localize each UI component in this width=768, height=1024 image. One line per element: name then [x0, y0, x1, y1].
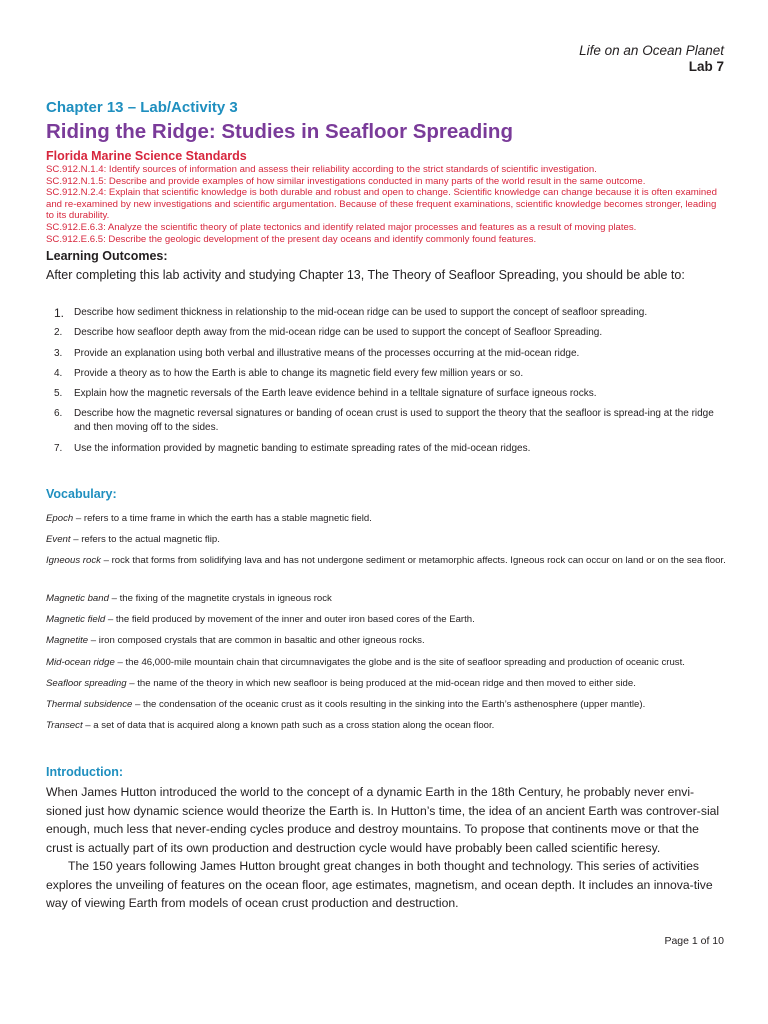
running-header — [579, 43, 724, 75]
vocab-definition: – iron composed crystals that are common in basaltic and other igneous rocks. — [88, 635, 425, 646]
vocab-term: Transect — [46, 720, 83, 731]
item-text: Describe how seafloor depth away from the mid-ocean ridge can be used to support the concept of Seafloor Spreading. — [74, 327, 603, 338]
item-number: 1. — [54, 306, 65, 320]
vocab-term: Igneous rock — [46, 555, 101, 566]
standard-item: SC.912.N.2.4: Explain that scientific knowledge is both durable and robust and open to change. Scientific knowledge can change because it is often examined and re-examined by new investigations and scientific argumentation. Because of these frequent examinations, scientific knowledge becomes stronger, leading to its durability. — [46, 187, 717, 222]
vocab-definition: – rock that forms from solidifying lava and has not undergone sediment or metamorphic affects. Igneous rock can occur on land or on the sea floor. — [100, 555, 726, 566]
vocab-entry — [46, 531, 726, 548]
page-title: Riding the Ridge: Studies in Seafloor Spreading — [46, 120, 513, 143]
item-number: 4. — [54, 368, 63, 379]
standard-item: SC.912.N.1.4: Identify sources of information and assess their reliability according to the strict standards of scientific investigation. — [46, 164, 597, 175]
standards-heading: Florida Marine Science Standards — [46, 149, 247, 163]
item-text: Explain how the magnetic reversals of the Earth leave evidence behind in a telltale signature of surface igneous rocks. — [74, 388, 597, 399]
vocab-entry — [46, 552, 726, 569]
item-text: Provide a theory as to how the Earth is able to change its magnetic field every few million years or so. — [74, 368, 524, 379]
chapter-label: Chapter 13 – Lab/Activity 3 — [46, 99, 238, 116]
vocab-definition: – refers to the actual magnetic flip. — [70, 534, 220, 545]
vocab-entry — [46, 654, 726, 671]
item-number: 7. — [54, 443, 63, 454]
item-text: Use the information provided by magnetic banding to estimate spreading rates of the mid-ocean ridges. — [74, 443, 531, 454]
introduction-heading: Introduction: — [46, 765, 124, 779]
vocab-definition: – the fixing of the magnetite crystals in igneous rock — [108, 593, 332, 604]
standard-item: SC.912.E.6.5: Describe the geologic development of the present day oceans and identify commonly found features. — [46, 233, 537, 245]
outcomes-heading: Learning Outcomes: — [46, 249, 168, 263]
lab-number: Lab 7 — [688, 59, 724, 74]
vocab-entry — [46, 717, 726, 734]
vocab-entry — [46, 510, 726, 527]
intro-paragraph: When James Hutton introduced the world to the concept of a dynamic Earth in the 18th Century, he probably never envi-sioned just how dynamic science would theorize the Earth is. In Hutton’s time, the idea of an ancient Earth was controver-sial enough, much less that never-ending cycles produce and destroy mountains. To propose that continents move or that the crust is actually part of its own production and destruction cycle would have probably been called scientific heresy. — [46, 785, 720, 855]
vocab-term: Mid-ocean ridge — [46, 657, 115, 668]
vocab-term: Seafloor spreading — [46, 678, 127, 689]
standards-list — [46, 164, 726, 245]
vocabulary-heading: Vocabulary: — [46, 487, 117, 501]
item-text: Describe how sediment thickness in relationship to the mid-ocean ridge can be used to support the concept of seafloor spreading. — [74, 307, 648, 318]
vocab-entry — [46, 632, 726, 649]
vocab-entry — [46, 675, 726, 692]
vocab-term: Magnetic band — [46, 593, 109, 604]
book-title: Life on an Ocean Planet — [579, 43, 724, 58]
item-text: Describe how the magnetic reversal signatures or banding of ocean crust is used to support the theory that the seafloor is spread-ing at the ridge and then moving off to the sides. — [74, 408, 714, 433]
outcomes-intro: After completing this lab activity and studying Chapter 13, The Theory of Seafloor Spreading, you should be able to: — [46, 268, 685, 282]
page-number: Page 1 of 10 — [664, 935, 724, 947]
vocab-term: Event — [46, 534, 71, 545]
vocab-definition: – the name of the theory in which new seafloor is being produced at the mid-ocean ridge and then moved to either side. — [126, 678, 636, 689]
vocab-entry — [46, 590, 726, 607]
item-text: Provide an explanation using both verbal and illustrative means of the processes occurring at the mid-ocean ridge. — [74, 348, 580, 359]
intro-paragraph: The 150 years following James Hutton brought great changes in both thought and technology. This series of activities explores the unveiling of features on the ocean floor, age estimates, magnetism, and ocean depth. It includes an innova-tive way of viewing Earth from models of ocean crust production and destruction. — [46, 859, 713, 911]
vocab-term: Magnetic field — [46, 614, 106, 625]
vocab-entry — [46, 611, 726, 628]
item-number: 2. — [54, 327, 63, 338]
item-number: 6. — [54, 408, 63, 419]
item-number: 5. — [54, 388, 63, 399]
item-number: 3. — [54, 348, 63, 359]
vocab-definition: – refers to a time frame in which the earth has a stable magnetic field. — [73, 513, 372, 524]
vocab-term: Magnetite — [46, 635, 89, 646]
vocab-definition: – the condensation of the oceanic crust as it cools resulting in the sinking into the Earth’s asthenosphere (upper mantle). — [132, 699, 646, 710]
vocab-definition: – the 46,000-mile mountain chain that circumnavigates the globe and is the site of seafloor spreading and production of oceanic crust. — [114, 657, 685, 668]
vocab-definition: – the field produced by movement of the inner and outer iron based cores of the Earth. — [105, 614, 475, 625]
vocab-definition: – a set of data that is acquired along a known path such as a cross station along the ocean floor. — [82, 720, 495, 731]
vocab-term: Epoch — [46, 513, 74, 524]
standard-item: SC.912.E.6.3: Analyze the scientific theory of plate tectonics and identify related major processes and features as a result of moving plates. — [46, 221, 637, 233]
standard-item: SC.912.N.1.5: Describe and provide examples of how similar investigations conducted in many parts of the world result in the same outcome. — [46, 175, 646, 187]
vocab-term: Thermal subsidence — [46, 699, 133, 710]
vocab-entry — [46, 696, 726, 713]
